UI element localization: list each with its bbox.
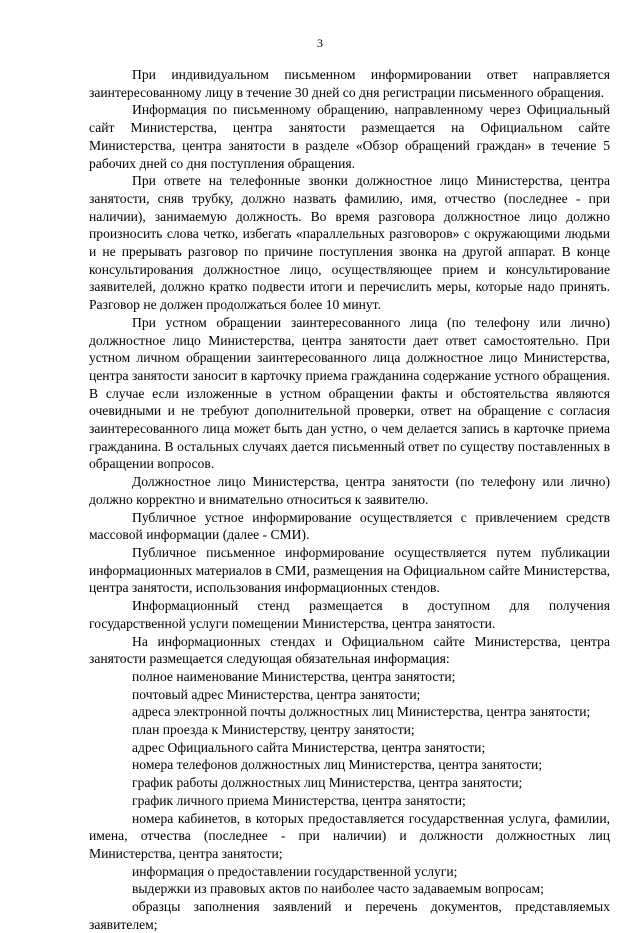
paragraph: Должностное лицо Министерства, центра занятости (по телефону или лично) должно корректно и внимательно относиться к заявителю.: [89, 474, 610, 507]
list-item: полное наименование Министерства, центра занятости;: [132, 668, 456, 684]
list-item: выдержки из правовых актов по наиболее часто задаваемым вопросам;: [132, 881, 544, 897]
body-text: [89, 66, 610, 933]
page-number: 3: [317, 36, 323, 50]
list-item: номера телефонов должностных лиц Министерства, центра занятости;: [132, 757, 543, 773]
paragraph: При ответе на телефонные звонки должностное лицо Министерства, центра занятости, сняв трубку, должно назвать фамилию, имя, отчество (последнее - при наличии), занимаемую должность. Во время разговора должностное лицо должно произносить слова четко, избегать «параллельных разговоров» с окружающими людьми и не прерывать разговор по причине поступления звонка на другой аппарат. В конце консультирования должностное лицо, осуществляющее прием и консультирование заявителей, должно кратко подвести итоги и перечислить меры, которые надо принять. Разговор не должен продолжаться более 10 минут.: [89, 173, 610, 313]
list-item: почтовый адрес Министерства, центра занятости;: [132, 686, 421, 702]
paragraph: Публичное письменное информирование осуществляется путем публикации информационных материалов в СМИ, размещения на Официальном сайте Министерства, центра занятости, использования информационных стендов.: [89, 544, 610, 596]
paragraph: Информационный стенд размещается в доступном для получения государственной услуги помещении Министерства, центра занятости.: [89, 598, 610, 631]
list-item: график личного приема Министерства, центра занятости;: [132, 792, 466, 808]
list-item: график работы должностных лиц Министерства, центра занятости;: [132, 775, 523, 791]
list-item: адреса электронной почты должностных лиц Министерства, центра занятости;: [132, 704, 591, 720]
list-item: информация о предоставлении государственной услуги;: [132, 863, 458, 879]
paragraph: При устном обращении заинтересованного лица (по телефону или лично) должностное лицо Министерства, центра занятости дает ответ самостоятельно. При устном личном обращении заинтересованного лица должностное лицо Министерства, центра занятости заносит в карточку приема гражданина содержание устного обращения. В случае если изложенные в устном обращении факты и обстоятельства являются очевидными и не требуют дополнительной проверки, ответ на обращение с согласия заинтересованного лица может быть дан устно, о чем делается запись в карточке приема гражданина. В остальных случаях дается письменный ответ по существу поставленных в обращении вопросов.: [89, 314, 610, 472]
paragraph: На информационных стендах и Официальном сайте Министерства, центра занятости размещается следующая обязательная информация:: [89, 633, 610, 667]
paragraph: Информация по письменному обращению, направленному через Официальный сайт Министерства, центра занятости размещается на Официальном сайте Министерства, центра занятости в разделе «Обзор обращений граждан» в течение 5 рабочих дней со дня поступления обращения.: [89, 102, 610, 171]
list-item: план проезда к Министерству, центру занятости;: [132, 722, 415, 738]
paragraph: При индивидуальном письменном информировании ответ направляется заинтересованному лицу в течение 30 дней со дня регистрации письменного обращения.: [89, 67, 610, 100]
list-item: образцы заполнения заявлений и перечень документов, представляемых заявителем;: [89, 899, 610, 932]
list-item: адрес Официального сайта Министерства, центра занятости;: [132, 739, 486, 755]
paragraph: Публичное устное информирование осуществляется с привлечением средств массовой информации (далее - СМИ).: [89, 509, 610, 543]
list-item: номера кабинетов, в которых предоставляется государственная услуга, фамилии, имена, отчества (последнее - при наличии) и должности должностных лиц Министерства, центра занятости;: [89, 810, 610, 861]
